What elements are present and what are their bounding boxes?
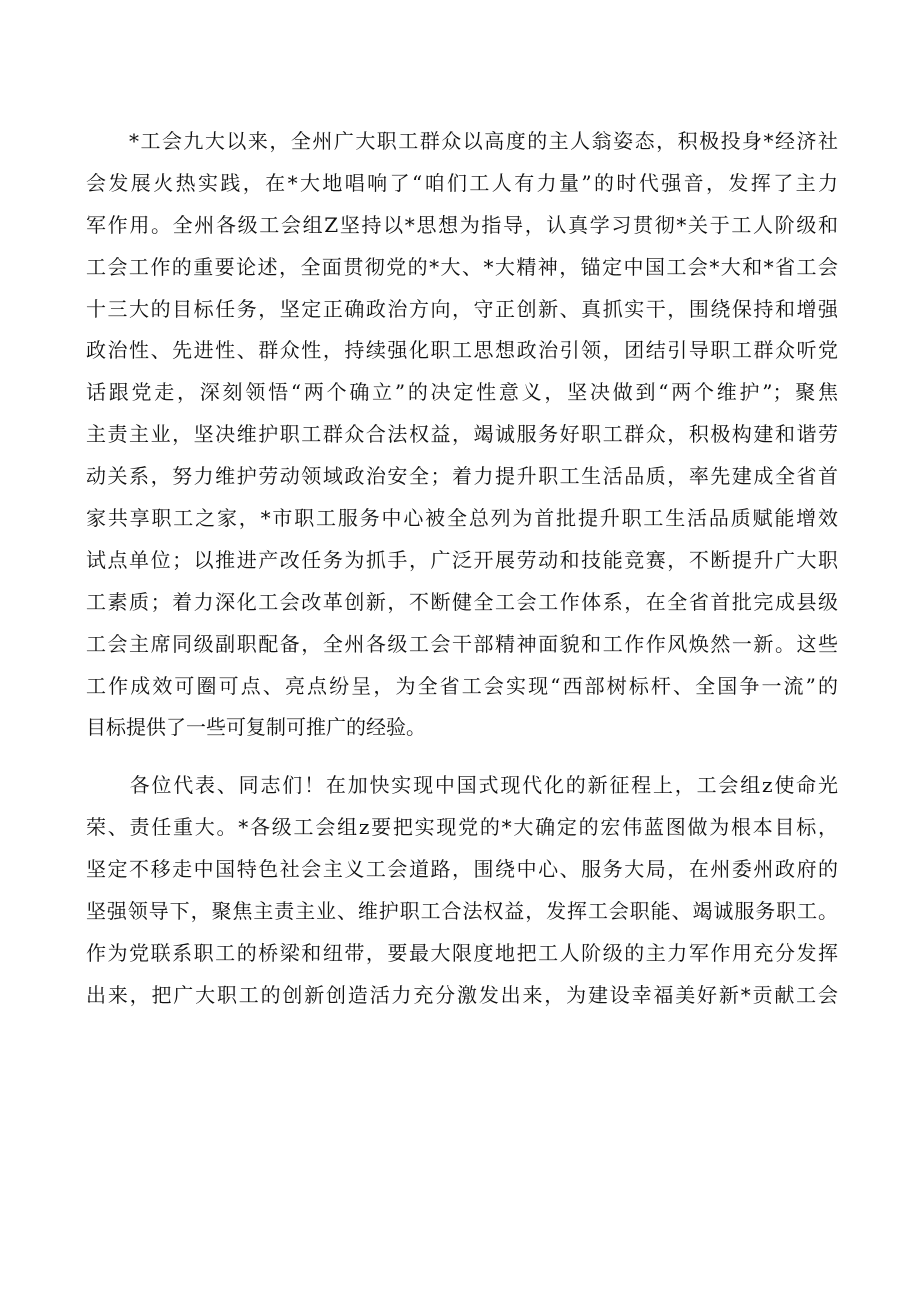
paragraph-1-line: 试点单位；以推进产改任务为抓手，广泛开展劳动和技能竞赛，不断提升广大职 xyxy=(86,547,838,572)
paragraph-2-line: 出来，把广大职工的创新创造活力充分激发出来，为建设幸福美好新*贡献工会 xyxy=(86,982,838,1007)
paragraph-1-line: 工作成效可圈可点、亮点纷呈，为全省工会实现“西部树标杆、全国争一流”的 xyxy=(86,673,838,698)
paragraph-1-line: 十三大的目标任务，坚定正确政治方向，守正创新、真抓实干，围绕保持和增强 xyxy=(86,296,838,321)
paragraph-2-line: 荣、责任重大。*各级工会组z要把实现党的*大确定的宏伟蓝图做为根本目标， xyxy=(86,815,838,840)
paragraph-2-line: 作为党联系职工的桥梁和纽带，要最大限度地把工人阶级的主力军作用充分发挥 xyxy=(86,940,838,965)
paragraph-2 xyxy=(86,765,838,1016)
paragraph-1-line: 工素质；着力深化工会改革创新，不断健全工会工作体系，在全省首批完成县级 xyxy=(86,589,838,614)
paragraph-1-line: 工会主席同级副职配备，全州各级工会干部精神面貌和工作作风焕然一新。这些 xyxy=(86,631,838,656)
paragraph-1 xyxy=(86,121,838,749)
document-body xyxy=(86,121,838,1017)
paragraph-2-line: 坚强领导下，聚焦主责主业、维护职工合法权益，发挥工会职能、竭诚服务职工。 xyxy=(86,899,838,924)
paragraph-1-line: 军作用。全州各级工会组Z坚持以*思想为指导，认真学习贯彻*关于工人阶级和 xyxy=(86,212,838,237)
paragraph-1-line: 会发展火热实践，在*大地唱响了“咱们工人有力量”的时代强音，发挥了主力 xyxy=(86,170,838,195)
paragraph-1-line: 工会工作的重要论述，全面贯彻党的*大、*大精神，锚定中国工会*大和*省工会 xyxy=(86,254,838,279)
paragraph-1-line: 政治性、先进性、群众性，持续强化职工思想政治引领，团结引导职工群众听党 xyxy=(86,338,838,363)
paragraph-1-line: 家共享职工之家，*市职工服务中心被全总列为首批提升职工生活品质赋能增效 xyxy=(86,506,838,531)
paragraph-2-line: 各位代表、同志们！在加快实现中国式现代化的新征程上，工会组z使命光 xyxy=(86,773,838,798)
paragraph-1-line: 目标提供了一些可复制可推广的经验。 xyxy=(86,715,426,740)
paragraph-1-line: 动关系，努力维护劳动领域政治安全；着力提升职工生活品质，率先建成全省首 xyxy=(86,464,838,489)
paragraph-1-line: 话跟党走，深刻领悟“两个确立”的决定性意义，坚决做到“两个维护”；聚焦 xyxy=(86,380,838,405)
paragraph-1-line: 主责主业，坚决维护职工群众合法权益，竭诚服务好职工群众，积极构建和谐劳 xyxy=(86,422,838,447)
paragraph-1-line: *工会九大以来，全州广大职工群众以高度的主人翁姿态，积极投身*经济社 xyxy=(86,129,838,153)
paragraph-2-line: 坚定不移走中国特色社会主义工会道路，围绕中心、服务大局，在州委州政府的 xyxy=(86,857,838,882)
paragraph-spacer xyxy=(86,749,838,765)
